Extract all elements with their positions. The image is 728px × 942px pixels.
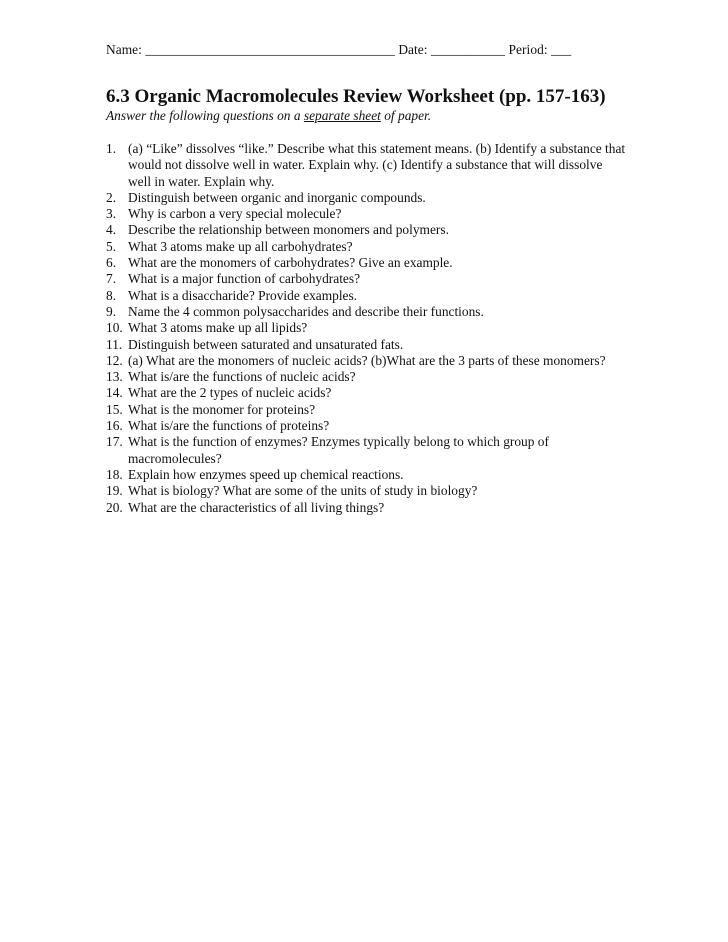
question-item [106,255,626,271]
question-text: What 3 atoms make up all lipids? [128,320,308,336]
question-number: 8. [106,287,117,303]
question-number: 4. [106,222,117,238]
instructions-underlined-separate-sheet: separate sheet [303,108,381,123]
question-text: What is the monomer for proteins? [128,401,316,417]
question-text: What is/are the functions of nucleic acids? [128,369,356,385]
question-text: What are the monomers of carbohydrates? Give an example. [128,255,453,271]
question-text: Name the 4 common polysaccharides and describe their functions. [128,303,484,319]
question-item [106,369,626,385]
name-date-period-line: Name: _____________________________________ Date: ___________ Period: ___ [106,42,572,57]
question-text: Describe the relationship between monomers and polymers. [128,222,449,238]
question-text: Explain how enzymes speed up chemical reactions. [128,466,404,482]
question-number: 16. [106,418,123,434]
question-number: 15. [106,401,123,417]
question-number: 18. [106,466,123,482]
question-number: 9. [106,303,117,319]
question-number: 13. [106,369,123,385]
question-item [106,320,626,336]
question-item [106,222,626,238]
instructions-after: of paper. [384,108,432,123]
question-number: 14. [106,385,123,401]
question-text: What are the 2 types of nucleic acids? [128,385,332,401]
question-number: 6. [106,255,117,271]
question-item [106,353,626,369]
question-item [106,483,626,499]
question-text: What is a major function of carbohydrates? [128,271,361,287]
question-text: What is biology? What are some of the units of study in biology? [128,483,478,499]
question-text: What is a disaccharide? Provide examples. [128,287,358,303]
question-number: 20. [106,499,123,515]
question-item [106,304,626,320]
question-text: (a) What are the monomers of nucleic acids? (b)What are the 3 parts of these monomers? [128,352,606,368]
question-item [106,206,626,222]
question-number: 12. [106,352,123,368]
question-number: 3. [106,206,117,222]
question-number: 19. [106,483,123,499]
question-number: 5. [106,238,117,254]
question-item [106,467,626,483]
worksheet-title: 6.3 Organic Macromolecules Review Worksheet (pp. 157-163) [106,86,606,107]
question-number: 11. [106,336,123,352]
question-text: What is/are the functions of proteins? [128,418,330,434]
question-item [106,288,626,304]
instructions [106,108,666,124]
question-number: 17. [106,434,123,450]
instructions-before: Answer the following questions on a [106,108,304,123]
question-item [106,418,626,434]
question-text: (a) “Like” dissolves “like.” Describe what this statement means. (b) Identify a substance that would not dissolve well in water. Explain why. (c) Identify a substance that will dissolve well in water. Explain why. [128,141,626,189]
question-item [106,337,626,353]
question-text: Distinguish between saturated and unsaturated fats. [128,336,404,352]
question-number: 1. [106,141,117,156]
question-list [106,141,626,516]
question-text: Distinguish between organic and inorganic compounds. [128,189,426,205]
question-item [106,271,626,287]
question-number: 7. [106,271,117,287]
question-item [106,239,626,255]
question-text: What is the function of enzymes? Enzymes typically belong to which group of macromolecules? [128,434,549,466]
question-item [106,500,626,516]
question-text: Why is carbon a very special molecule? [128,206,342,222]
question-number: 2. [106,189,117,205]
question-item [106,402,626,418]
question-number: 10. [106,320,123,336]
question-text: What are the characteristics of all living things? [128,499,385,515]
question-text: What 3 atoms make up all carbohydrates? [128,238,353,254]
question-item [106,434,626,467]
question-item [106,190,626,206]
question-item [106,141,626,190]
question-item [106,385,626,401]
